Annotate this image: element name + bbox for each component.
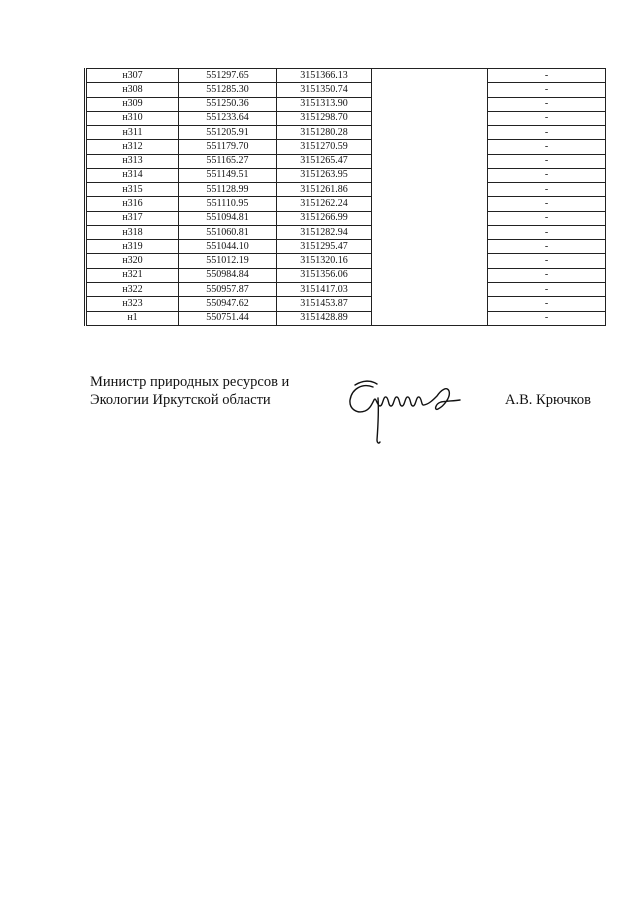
- x-value-cell: 551250.36: [179, 97, 277, 111]
- mark-cell: -: [488, 183, 606, 197]
- y-value-cell: 3151453.87: [277, 297, 372, 311]
- mark-cell: -: [488, 140, 606, 154]
- point-name-cell: н309: [86, 97, 179, 111]
- mark-cell: -: [488, 240, 606, 254]
- x-value-cell: 550984.84: [179, 268, 277, 282]
- table-row: [86, 183, 606, 197]
- table-row: [86, 254, 606, 268]
- point-name-cell: н1: [86, 311, 179, 325]
- signature-main-stroke: [350, 386, 460, 412]
- mark-cell: -: [488, 83, 606, 97]
- mark-cell: -: [488, 111, 606, 125]
- y-value-cell: 3151266.99: [277, 211, 372, 225]
- y-value-cell: 3151282.94: [277, 225, 372, 239]
- x-value-cell: 551149.51: [179, 168, 277, 182]
- x-value-cell: 550751.44: [179, 311, 277, 325]
- y-value-cell: 3151295.47: [277, 240, 372, 254]
- point-name-cell: н316: [86, 197, 179, 211]
- point-name-cell: н320: [86, 254, 179, 268]
- point-name-cell: н323: [86, 297, 179, 311]
- table-row: [86, 197, 606, 211]
- mark-cell: -: [488, 211, 606, 225]
- signatory-title-line-1: Министр природных ресурсов и: [90, 374, 290, 390]
- signatory-title-line-2: Экологии Иркутской области: [90, 392, 271, 408]
- y-value-cell: 3151265.47: [277, 154, 372, 168]
- x-value-cell: 551165.27: [179, 154, 277, 168]
- x-value-cell: 551297.65: [179, 69, 277, 83]
- coordinates-table: [84, 68, 606, 326]
- point-name-cell: н310: [86, 111, 179, 125]
- table-row: [86, 168, 606, 182]
- table-row: [86, 311, 606, 325]
- x-value-cell: 551179.70: [179, 140, 277, 154]
- mark-cell: -: [488, 154, 606, 168]
- mark-cell: -: [488, 225, 606, 239]
- signature-tail-stroke: [377, 398, 380, 443]
- point-name-cell: н322: [86, 282, 179, 296]
- table-row: [86, 225, 606, 239]
- mark-cell: -: [488, 168, 606, 182]
- table-row: [86, 69, 606, 83]
- x-value-cell: 551205.91: [179, 126, 277, 140]
- y-value-cell: 3151313.90: [277, 97, 372, 111]
- y-value-cell: 3151428.89: [277, 311, 372, 325]
- point-name-cell: н317: [86, 211, 179, 225]
- x-value-cell: 551233.64: [179, 111, 277, 125]
- point-name-cell: н321: [86, 268, 179, 282]
- y-value-cell: 3151417.03: [277, 282, 372, 296]
- mark-cell: -: [488, 126, 606, 140]
- table-row: [86, 97, 606, 111]
- y-value-cell: 3151261.86: [277, 183, 372, 197]
- table-row: [86, 154, 606, 168]
- table-row: [86, 111, 606, 125]
- mark-cell: -: [488, 311, 606, 325]
- x-value-cell: 551285.30: [179, 83, 277, 97]
- x-value-cell: 551110.95: [179, 197, 277, 211]
- y-value-cell: 3151270.59: [277, 140, 372, 154]
- table-row: [86, 126, 606, 140]
- y-value-cell: 3151356.06: [277, 268, 372, 282]
- signatory-name: А.В. Крючков: [505, 392, 591, 408]
- table-row: [86, 268, 606, 282]
- y-value-cell: 3151280.28: [277, 126, 372, 140]
- table-row: [86, 240, 606, 254]
- mark-cell: -: [488, 69, 606, 83]
- y-value-cell: 3151298.70: [277, 111, 372, 125]
- y-value-cell: 3151262.24: [277, 197, 372, 211]
- signature-flourish-top: [355, 381, 377, 385]
- y-value-cell: 3151350.74: [277, 83, 372, 97]
- table-row: [86, 211, 606, 225]
- point-name-cell: н314: [86, 168, 179, 182]
- table-row: [86, 83, 606, 97]
- mark-cell: -: [488, 97, 606, 111]
- point-name-cell: н312: [86, 140, 179, 154]
- x-value-cell: 551012.19: [179, 254, 277, 268]
- point-name-cell: н315: [86, 183, 179, 197]
- mark-cell: -: [488, 282, 606, 296]
- mark-cell: -: [488, 268, 606, 282]
- table-row: [86, 140, 606, 154]
- y-value-cell: 3151366.13: [277, 69, 372, 83]
- mark-cell: -: [488, 197, 606, 211]
- y-value-cell: 3151320.16: [277, 254, 372, 268]
- empty-merged-cell: [372, 69, 488, 326]
- point-name-cell: н313: [86, 154, 179, 168]
- x-value-cell: 551060.81: [179, 225, 277, 239]
- x-value-cell: 551094.81: [179, 211, 277, 225]
- handwritten-signature: [343, 376, 463, 448]
- table-row: [86, 282, 606, 296]
- table-row: [86, 297, 606, 311]
- x-value-cell: 550957.87: [179, 282, 277, 296]
- point-name-cell: н308: [86, 83, 179, 97]
- point-name-cell: н307: [86, 69, 179, 83]
- point-name-cell: н318: [86, 225, 179, 239]
- mark-cell: -: [488, 297, 606, 311]
- y-value-cell: 3151263.95: [277, 168, 372, 182]
- x-value-cell: 550947.62: [179, 297, 277, 311]
- x-value-cell: 551044.10: [179, 240, 277, 254]
- mark-cell: -: [488, 254, 606, 268]
- x-value-cell: 551128.99: [179, 183, 277, 197]
- point-name-cell: н311: [86, 126, 179, 140]
- point-name-cell: н319: [86, 240, 179, 254]
